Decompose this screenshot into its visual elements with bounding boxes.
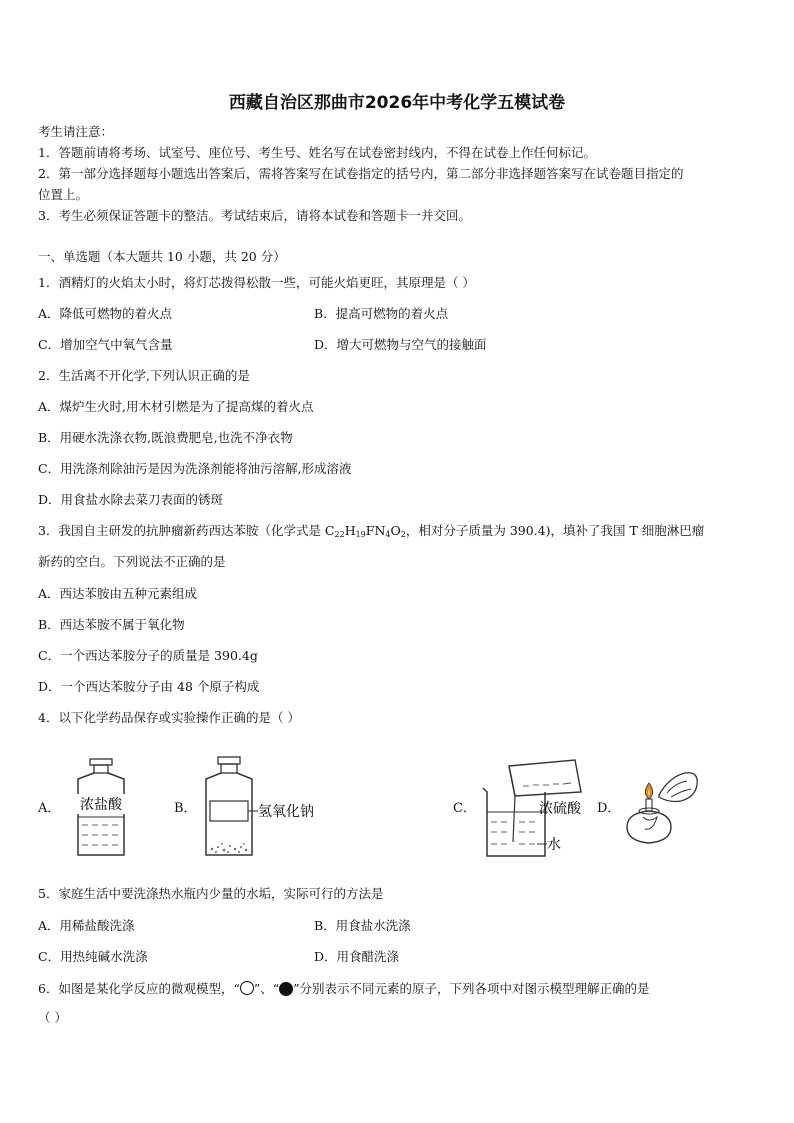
q2-option-a[interactable]: A．煤炉生火时,用木材引燃是为了提高煤的着火点 <box>38 399 314 414</box>
q1-option-d[interactable]: D．增大可燃物与空气的接触面 <box>314 337 487 352</box>
q5-stem: 5．家庭生活中要洗涤热水瓶内少量的水垢，实际可行的方法是 <box>38 886 384 901</box>
hydrochloric-acid-bottle-figure <box>70 757 132 859</box>
sodium-hydroxide-label: 氢氧化钠 <box>258 804 314 820</box>
notice-item-2: 2．第一部分选择题每小题选出答案后，需将答案写在试卷指定的括号内，第二部分非选择题答案写在试卷题目指定的 <box>38 166 684 181</box>
q2-option-d[interactable]: D．用食盐水除去菜刀表面的锈斑 <box>38 492 224 507</box>
water-label: 水 <box>547 837 561 853</box>
q5-option-c[interactable]: C．用热纯碱水洗涤 <box>38 949 148 964</box>
q1-option-b[interactable]: B．提高可燃物的着火点 <box>314 306 449 321</box>
q4-option-a-label[interactable]: A． <box>38 801 61 816</box>
q6-stem: 6．如图是某化学反应的微观模型，“ ”、“ ”分别表示不同元素的原子，下列各项中对图示模型理解正确的是 <box>38 981 650 996</box>
q5-option-b[interactable]: B．用食盐水洗涤 <box>314 918 411 933</box>
q4-option-b-label[interactable]: B． <box>174 801 197 816</box>
q5-option-a[interactable]: A．用稀盐酸洗涤 <box>38 918 135 933</box>
q3-option-d[interactable]: D．一个西达苯胺分子由 48 个原子构成 <box>38 679 260 694</box>
q5-option-d[interactable]: D．用食醋洗涤 <box>314 949 400 964</box>
q4-option-d-label[interactable]: D． <box>597 801 621 816</box>
q2-stem: 2．生活离不开化学,下列认识正确的是 <box>38 368 250 383</box>
q1-option-a[interactable]: A．降低可燃物的着火点 <box>38 306 173 321</box>
q2-option-c[interactable]: C．用洗涤剂除油污是因为洗涤剂能将油污溶解,形成溶液 <box>38 461 352 476</box>
filled-atom-icon <box>279 982 293 996</box>
q3-stem: 3．我国自主研发的抗肿瘤新药西达苯胺（化学式是 $C_{22}H_{19}FN_4O_2$，相对分子质量为 390.4)，填补了我国 T 细胞淋巴瘤 <box>38 523 705 539</box>
q1-option-c[interactable]: C．增加空气中氧气含量 <box>38 337 173 352</box>
q4-stem: 4．以下化学药品保存或实验操作正确的是（ ） <box>38 710 300 725</box>
q6-stem-line2: （ ） <box>38 1010 67 1025</box>
section-heading: 一、单选题（本大题共 10 小题，共 20 分） <box>38 249 286 264</box>
hydrochloric-acid-label: 浓盐酸 <box>80 797 122 813</box>
q2-option-b[interactable]: B．用硬水洗涤衣物,既浪费肥皂,也洗不净衣物 <box>38 430 293 445</box>
q3-stem-line2: 新药的空白。下列说法不正确的是 <box>38 554 226 569</box>
notice-item-3: 3．考生必须保证答题卡的整洁。考试结束后，请将本试卷和答题卡一并交回。 <box>38 208 471 223</box>
alcohol-lamp-figure <box>623 767 703 849</box>
notice-heading: 考生请注意： <box>38 124 114 139</box>
page-title: 西藏自治区那曲市2026年中考化学五模试卷 <box>228 93 566 113</box>
q3-option-a[interactable]: A．西达苯胺由五种元素组成 <box>38 586 198 601</box>
q1-stem: 1．酒精灯的火焰太小时，将灯芯拨得松散一些，可能火焰更旺，其原理是（ ） <box>38 275 475 290</box>
q3-option-b[interactable]: B．西达苯胺不属于氧化物 <box>38 617 185 632</box>
dilution-sulfuric-acid-figure <box>475 752 595 860</box>
q4-option-c-label[interactable]: C． <box>453 801 476 816</box>
empty-atom-icon <box>240 981 254 995</box>
sodium-hydroxide-bottle-figure <box>198 755 333 861</box>
q3-option-c[interactable]: C．一个西达苯胺分子的质量是 390.4g <box>38 648 258 663</box>
sulfuric-acid-label: 浓硫酸 <box>539 801 581 817</box>
notice-item-1: 1．答题前请将考场、试室号、座位号、考生号、姓名写在试卷密封线内，不得在试卷上作任何标记。 <box>38 145 596 160</box>
notice-item-2-cont: 位置上。 <box>38 187 89 202</box>
